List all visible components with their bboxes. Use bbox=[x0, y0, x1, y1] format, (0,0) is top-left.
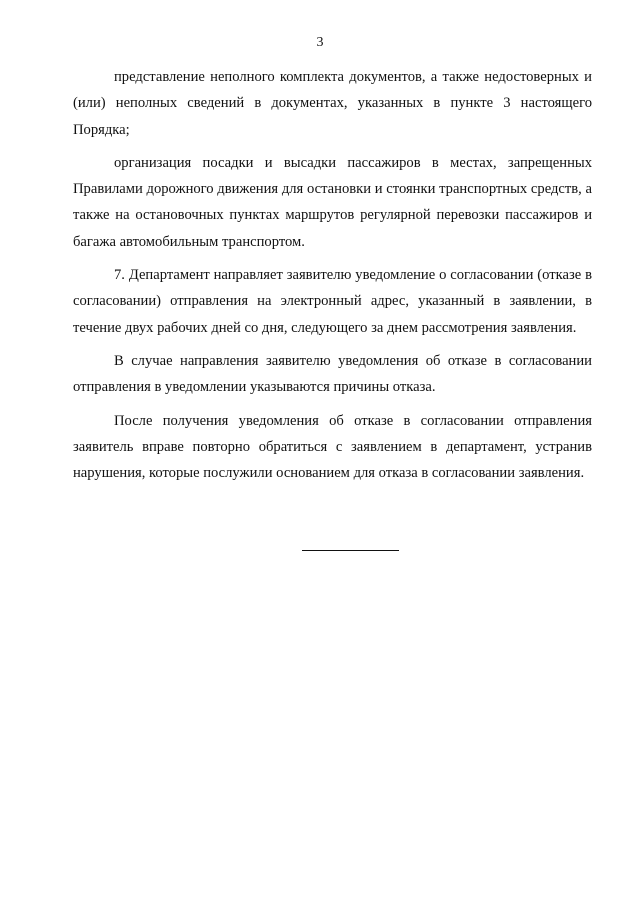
paragraph-repeat-application: После получения уведомления об отказе в согласовании отправления заявитель вправе повторно обратиться с заявлением в департамент, устранив нарушения, которые послужили основанием для отказа в согласовании заявления. bbox=[73, 412, 592, 482]
paragraph-refusal-reasons: В случае направления заявителю уведомления об отказе в согласовании отправления в уведомлении указываются причины отказа. bbox=[73, 352, 592, 396]
end-divider-line bbox=[302, 550, 399, 551]
document-body bbox=[73, 64, 592, 486]
paragraph-gap bbox=[73, 341, 592, 348]
paragraph-notification-sending: 7. Департамент направляет заявителю уведомление о согласовании (отказе в согласовании) отправления на электронный адрес, указанный в заявлении, в течение двух рабочих дней со дня, следующего за днем рассмотрения заявления. bbox=[73, 267, 592, 336]
paragraph-incomplete-documents: представление неполного комплекта документов, а также недостоверных и (или) неполных сведений в документах, указанных в пункте 3 настоящего Порядка; bbox=[73, 69, 592, 138]
paragraph-gap bbox=[73, 401, 592, 408]
paragraph-boarding-locations: организация посадки и высадки пассажиров в местах, запрещенных Правилами дорожного движения для остановки и стоянки транспортных средств, а также на остановочных пунктах маршрутов регулярной перевозки пассажиров и багажа автомобильным транспортом. bbox=[73, 154, 592, 250]
page-number: 3 bbox=[316, 35, 324, 50]
paragraph-gap bbox=[73, 255, 592, 262]
paragraph-gap bbox=[73, 143, 592, 150]
